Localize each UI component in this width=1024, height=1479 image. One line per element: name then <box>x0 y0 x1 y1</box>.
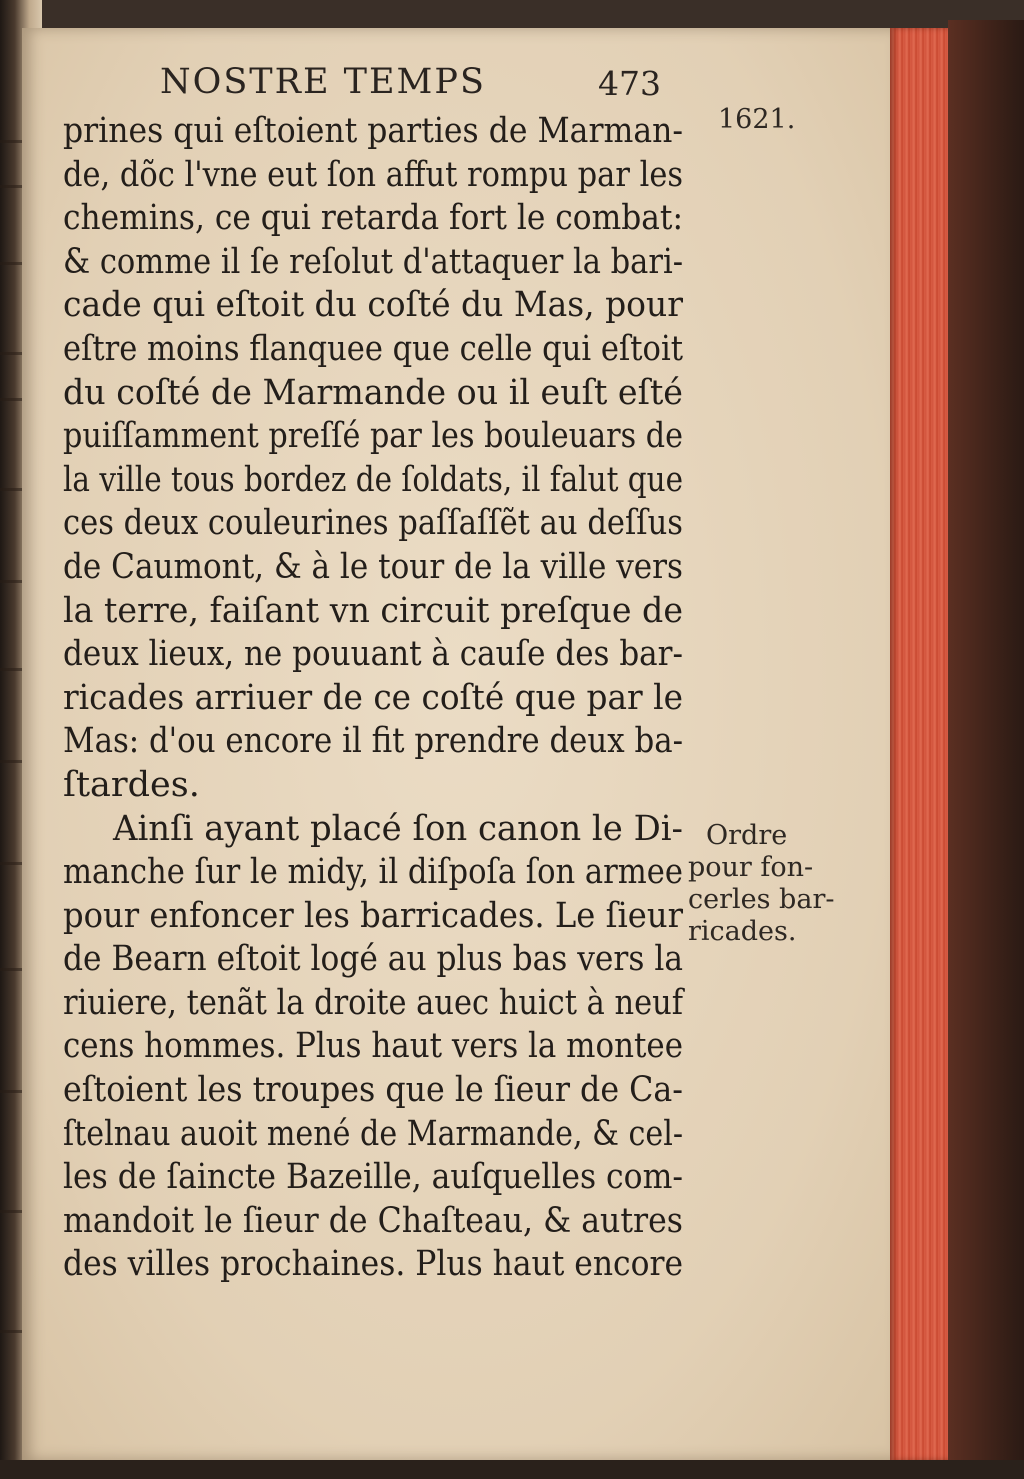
text-line: eſtoient les troupes que le ſieur de Ca- <box>63 1070 683 1111</box>
text-line: la ville tous bordez de ſoldats, il falut que <box>63 459 683 500</box>
running-header <box>160 62 700 106</box>
text-line: la terre, faiſant vn circuit preſque de <box>63 590 683 631</box>
text-line: ricades arriuer de ce coſté que par le <box>63 677 683 718</box>
text-line: les de ſaincte Bazeille, auſquelles com- <box>63 1157 683 1198</box>
margin-note-line: cerles bar- <box>688 884 835 915</box>
page-number: 473 <box>598 64 661 103</box>
text-line: eſtre moins flanquee que celle qui eſtoit <box>63 328 683 369</box>
margin-note <box>688 820 835 948</box>
text-line: Ainſi ayant placé ſon canon le Di- <box>113 808 683 849</box>
text-line: cens hommes. Plus haut vers la montee <box>63 1026 683 1067</box>
text-line: ſtelnau auoit mené de Marmande, & cel- <box>63 1113 683 1154</box>
running-title: NOSTRE TEMPS <box>160 62 486 102</box>
text-line: riuiere, tenãt la droite auec huict à neuf <box>63 982 683 1023</box>
red-fore-edge <box>890 28 948 1460</box>
text-line: puiſſamment preſſé par les bouleuars de <box>63 416 683 457</box>
text-line: & comme il ſe reſolut d'attaquer la bari- <box>63 241 683 282</box>
text-line: pour enfoncer les barricades. Le ſieur <box>63 895 683 936</box>
text-line: manche ſur le midy, il diſpoſa ſon armee <box>63 852 683 893</box>
text-line: mandoit le ſieur de Chaſteau, & autres <box>63 1200 683 1241</box>
text-line: de Caumont, & à le tour de la ville vers <box>63 546 683 587</box>
text-line: Mas: d'ou encore il fit prendre deux ba- <box>63 721 683 762</box>
text-line: ſtardes. <box>63 764 200 805</box>
margin-note-line: ricades. <box>688 916 797 947</box>
text-line: deux lieux, ne pouuant à cauſe des bar- <box>63 634 683 675</box>
body-text <box>63 110 683 1287</box>
text-line: du coſté de Marmande ou il euſt eſté <box>63 372 683 413</box>
text-line: prines qui eſtoient parties de Marman- <box>63 111 683 151</box>
margin-note-line: pour fon- <box>688 852 814 883</box>
cover-edge <box>948 20 1024 1479</box>
text-line: cade qui eſtoit du coſté du Mas, pour <box>63 285 683 326</box>
margin-year: 1621. <box>718 104 796 135</box>
margin-note-line: Ordre <box>706 820 788 851</box>
text-line: de Bearn eſtoit logé au plus bas vers la <box>63 939 683 980</box>
text-line: chemins, ce qui retarda fort le combat: <box>63 198 683 239</box>
text-line: des villes prochaines. Plus haut encore <box>63 1244 683 1285</box>
text-line: de, dõc l'vne eut ſon affut rompu par les <box>63 154 683 195</box>
text-line: ces deux couleurines paſſaſſẽt au deſſus <box>63 503 683 544</box>
scan-bottom-border <box>0 1460 1024 1479</box>
